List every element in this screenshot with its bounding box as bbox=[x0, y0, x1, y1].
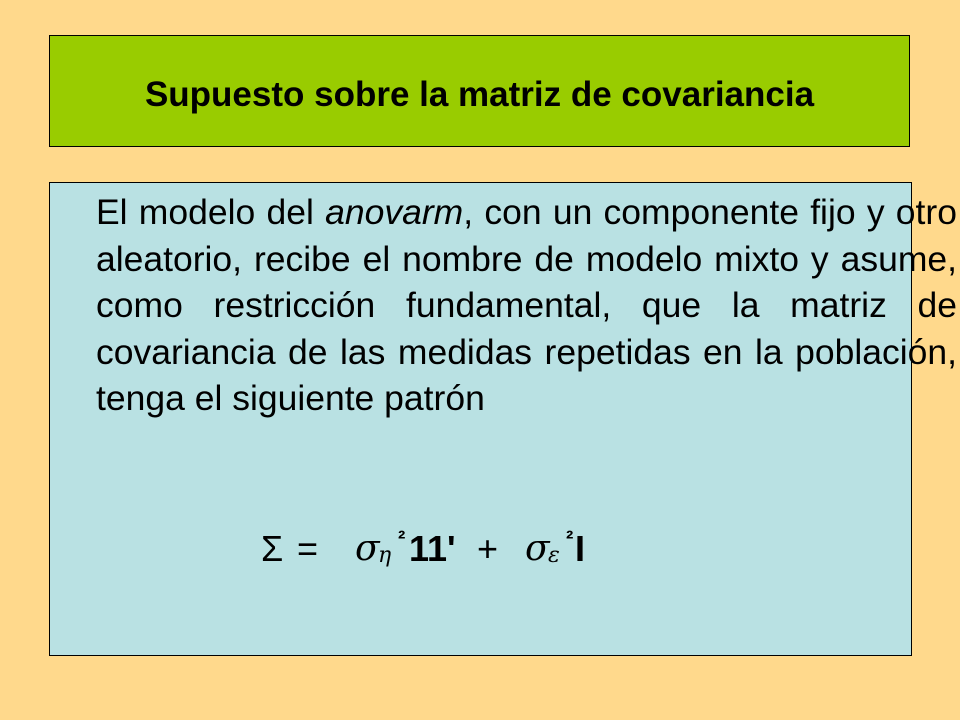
title-box bbox=[49, 35, 910, 147]
formula-square-2: ² bbox=[566, 526, 574, 551]
formula-identity: I bbox=[575, 528, 586, 569]
formula-equals: = bbox=[297, 528, 319, 569]
content-box bbox=[49, 182, 957, 656]
formula-eta-subscript: η bbox=[378, 543, 392, 568]
formula-sigma-eta: σ bbox=[355, 528, 380, 569]
formula-sigma-epsilon: σ bbox=[525, 528, 550, 569]
formula-plus: + bbox=[477, 528, 499, 569]
formula-epsilon-subscript: ε bbox=[548, 543, 560, 568]
paragraph-text-end: , con un componente fijo y otro aleatorio, recibe el nombre de modelo mixto y asume, como restricción fundamental, que la matriz de covariancia de las medidas repetidas en la población, tenga el siguiente patrón bbox=[96, 192, 957, 418]
slide-title: Supuesto sobre la matriz de covariancia bbox=[144, 75, 815, 114]
body-paragraph bbox=[96, 189, 957, 422]
paragraph-italic-term: anovarm bbox=[325, 192, 464, 232]
formula-square-1: ² bbox=[398, 526, 406, 551]
paragraph-text-start: El modelo del bbox=[96, 192, 326, 232]
formula-ones-term: 11' bbox=[409, 528, 456, 569]
formula-capital-sigma: Σ bbox=[261, 528, 284, 569]
